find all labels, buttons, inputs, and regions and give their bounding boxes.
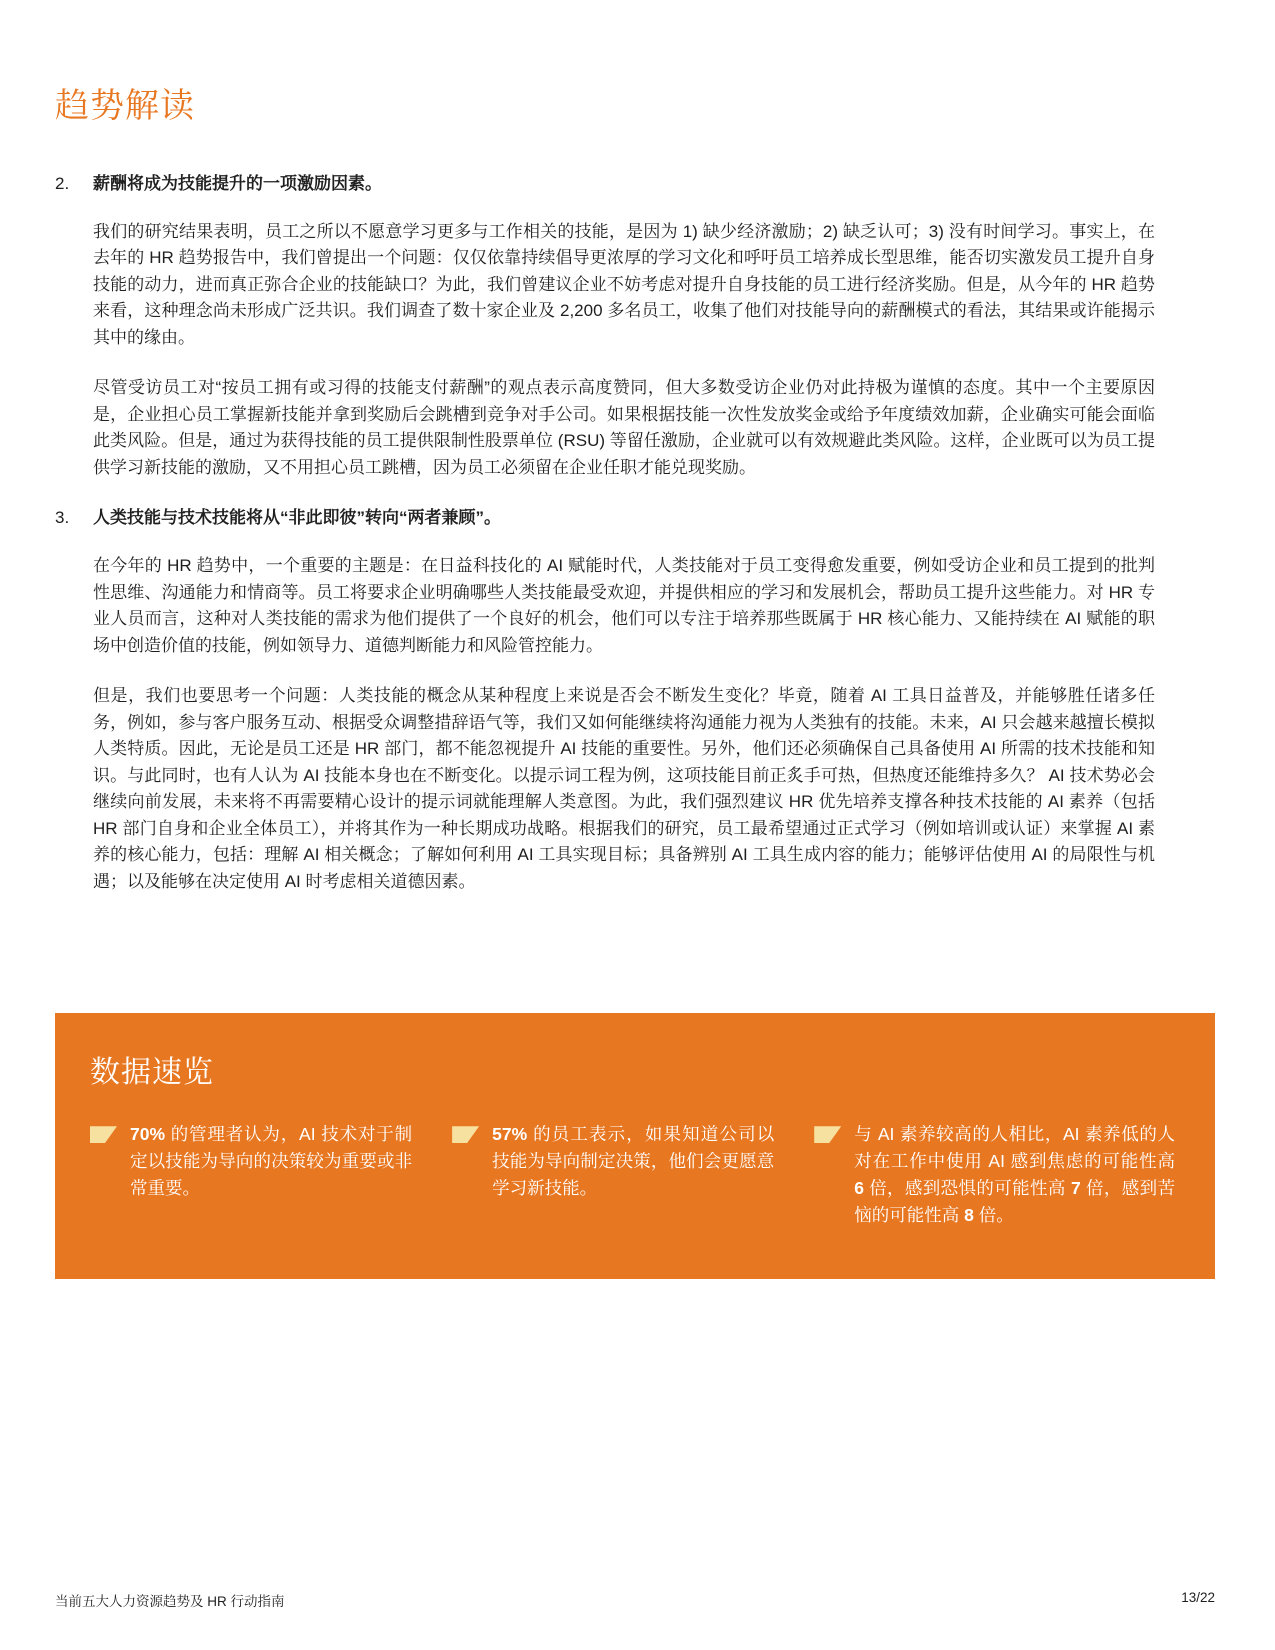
data-highlights-title: 数据速览 [90, 1056, 214, 1090]
trend-2-heading: 薪酬将成为技能提升的一项激励因素。 [93, 173, 382, 193]
flag-bullet-icon [814, 1126, 841, 1143]
stats-row [90, 1121, 1175, 1229]
trend-item-3 [55, 505, 1215, 895]
data-highlights-box [55, 1013, 1215, 1279]
trend-2-heading-row [55, 171, 1215, 197]
footer-page-number: 13/22 [1181, 1590, 1215, 1605]
trend-3-heading-row [55, 505, 1215, 531]
trend-2-number: 2. [55, 173, 70, 193]
trend-3-paragraph-1: 在今年的 HR 趋势中，一个重要的主题是：在日益科技化的 AI 赋能时代，人类技能对于员工变得愈发重要，例如受访企业和员工提到的批判性思维、沟通能力和情商等。员工将要求企业明确哪些人类技能最受欢迎，并提供相应的学习和发展机会，帮助员工提升这些能力。对 HR 专业人员而言，这种对人类技能的需求为他们提供了一个良好的机会，他们可以专注于培养那些既属于 HR 核心能力、又能持续在 AI 赋能的职场中创造价值的技能，例如领导力、道德判断能力和风险管控能力。 [93, 556, 1155, 655]
stat-text-managers: 70% 的管理者认为，AI 技术对于制定以技能为导向的决策较为重要或非常重要。 [130, 1124, 413, 1199]
stat-item-ai-literacy [814, 1121, 1175, 1229]
stat-text-ai-literacy: 与 AI 素养较高的人相比，AI 素养低的人对在工作中使用 AI 感到焦虑的可能性高 6 倍，感到恐惧的可能性高 7 倍，感到苦恼的可能性高 8 倍。 [854, 1124, 1175, 1226]
trend-2-paragraph-2: 尽管受访员工对“按员工拥有或习得的技能支付薪酬”的观点表示高度赞同，但大多数受访企业仍对此持极为谨慎的态度。其中一个主要原因是，企业担心员工掌握新技能并拿到奖励后会跳槽到竞争对手公司。如果根据技能一次性发放奖金或给予年度绩效加薪，企业确实可能会面临此类风险。但是，通过为获得技能的员工提供限制性股票单位 (RSU) 等留任激励，企业就可以有效规避此类风险。这样，企业既可以为员工提供学习新技能的激励，又不用担心员工跳槽，因为员工必须留在企业任职才能兑现奖励。 [93, 378, 1155, 477]
stat-item-managers [90, 1121, 412, 1229]
trend-3-number: 3. [55, 508, 70, 528]
trend-3-paragraph-2: 但是，我们也要思考一个问题：人类技能的概念从某种程度上来说是否会不断发生变化？毕竟，随着 AI 工具日益普及，并能够胜任诸多任务，例如，参与客户服务互动、根据受众调整措辞语气等，我们又如何能继续将沟通能力视为人类独有的技能。未来，AI 只会越来越擅长模拟人类特质。因此，无论是员工还是 HR 部门，都不能忽视提升 AI 技能的重要性。另外，他们还必须确保自己具备使用 AI 所需的技术技能和知识。与此同时，也有人认为 AI 技能本身也在不断变化。以提示词工程为例，这项技能目前正炙手可热，但热度还能维持多久？ AI 技术势必会继续向前发展，未来将不再需要精心设计的提示词就能理解人类意图。为此，我们强烈建议 HR 优先培养支撑各种技术技能的 AI 素养（包括 HR 部门自身和企业全体员工），并将其作为一种长期成功战略。根据我们的研究，员工最希望通过正式学习（例如培训或认证）来掌握 AI 素养的核心能力，包括：理解 AI 相关概念；了解如何利用 AI 工具实现目标；具备辨别 AI 工具生成内容的能力；能够评估使用 AI 的局限性与机遇；以及能够在决定使用 AI 时考虑相关道德因素。 [93, 686, 1155, 891]
flag-bullet-icon [452, 1126, 479, 1143]
trend-2-paragraph-1: 我们的研究结果表明，员工之所以不愿意学习更多与工作相关的技能，是因为 1) 缺少经济激励；2) 缺乏认可；3) 没有时间学习。事实上，在去年的 HR 趋势报告中，我们曾提出一个问题：仅仅依靠持续倡导更浓厚的学习文化和呼吁员工培养成长型思维，能否切实激发员工提升自身技能的动力，进而真正弥合企业的技能缺口？为此，我们曾建议企业不妨考虑对提升自身技能的员工进行经济奖励。但是，从今年的 HR 趋势来看，这种理念尚未形成广泛共识。我们调查了数十家企业及 2,200 多名员工，收集了他们对技能导向的薪酬模式的看法，其结果或许能揭示其中的缘由。 [93, 221, 1155, 347]
page-title: 趋势解读 [55, 87, 195, 125]
page-footer [55, 1590, 1215, 1610]
flag-bullet-icon [90, 1126, 117, 1143]
stat-text-employees: 57% 的员工表示，如果知道公司以技能为导向制定决策，他们会更愿意学习新技能。 [492, 1124, 775, 1199]
trend-item-2 [55, 171, 1215, 482]
trend-3-heading: 人类技能与技术技能将从“非此即彼”转向“两者兼顾”。 [93, 508, 501, 528]
stat-item-employees [452, 1121, 774, 1229]
footer-document-title: 当前五大人力资源趋势及 HR 行动指南 [55, 1594, 285, 1609]
